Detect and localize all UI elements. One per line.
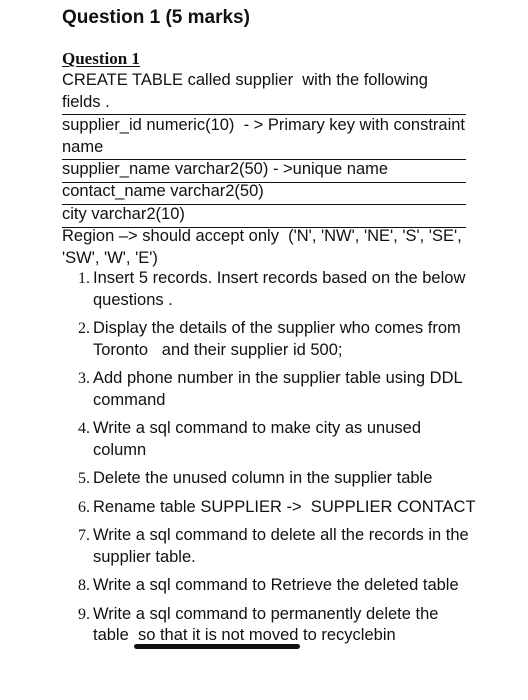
field-supplier-name [62, 159, 466, 183]
question-number: 1. [78, 270, 90, 287]
field-region [62, 226, 466, 270]
field-region-text: Region –> should accept only ('N', 'NW', 'NE', 'S', 'SE', 'SW', 'W', 'E') [62, 227, 467, 267]
question-text: Write a sql command to delete all the records in the supplier table. [93, 526, 474, 566]
table-intro [62, 70, 466, 115]
field-contact-name [62, 181, 466, 205]
question-number: 7. [78, 527, 90, 544]
question-item [78, 604, 478, 647]
field-supplier-id-text: supplier_id numeric(10) - > Primary key with constraint name [62, 116, 470, 156]
question-text-after: to recyclebin [298, 626, 396, 644]
page-heading: Question 1 (5 marks) [62, 7, 250, 28]
question-number: 4. [78, 420, 90, 437]
question-number: 6. [78, 498, 90, 516]
table-intro-text: CREATE TABLE called supplier with the following fields . [62, 71, 433, 111]
question-item [78, 525, 478, 568]
scribbled-phrase: so that it is not moved [138, 625, 299, 647]
field-contact-name-text: contact_name varchar2(50) [62, 182, 264, 200]
question-text: Rename table SUPPLIER -> SUPPLIER CONTACT [93, 497, 476, 516]
question-number: 2. [78, 320, 90, 337]
question-text: Add phone number in the supplier table using DDL command [93, 369, 467, 409]
field-supplier-name-text: supplier_name varchar2(50) - >unique name [62, 160, 389, 178]
question-item [78, 368, 478, 411]
question-text: Insert 5 records. Insert records based on the below questions . [93, 269, 470, 309]
question-item [78, 468, 478, 490]
question-text [93, 605, 443, 645]
question-text: Write a sql command to Retrieve the deleted table [93, 576, 459, 594]
question-item [78, 575, 478, 597]
question-list [78, 268, 478, 654]
field-supplier-id [62, 115, 470, 160]
field-city [62, 204, 466, 228]
question-item [78, 497, 478, 519]
question-text: Write a sql command to make city as unused column [93, 419, 426, 459]
question-text: Display the details of the supplier who comes from Toronto and their supplier id 500; [93, 319, 466, 359]
question-text: Delete the unused column in the supplier table [93, 469, 433, 487]
question-item [78, 418, 478, 461]
question-number: 8. [78, 577, 90, 594]
question-number: 9. [78, 605, 90, 623]
field-city-text: city varchar2(10) [62, 205, 185, 223]
question-number: 5. [78, 470, 90, 487]
question-number: 3. [78, 370, 90, 387]
section-heading: Question 1 [62, 49, 140, 68]
question-item [78, 318, 478, 361]
question-item [78, 268, 478, 311]
question-text-before: Write a sql command to permanently delete the table [93, 604, 444, 644]
